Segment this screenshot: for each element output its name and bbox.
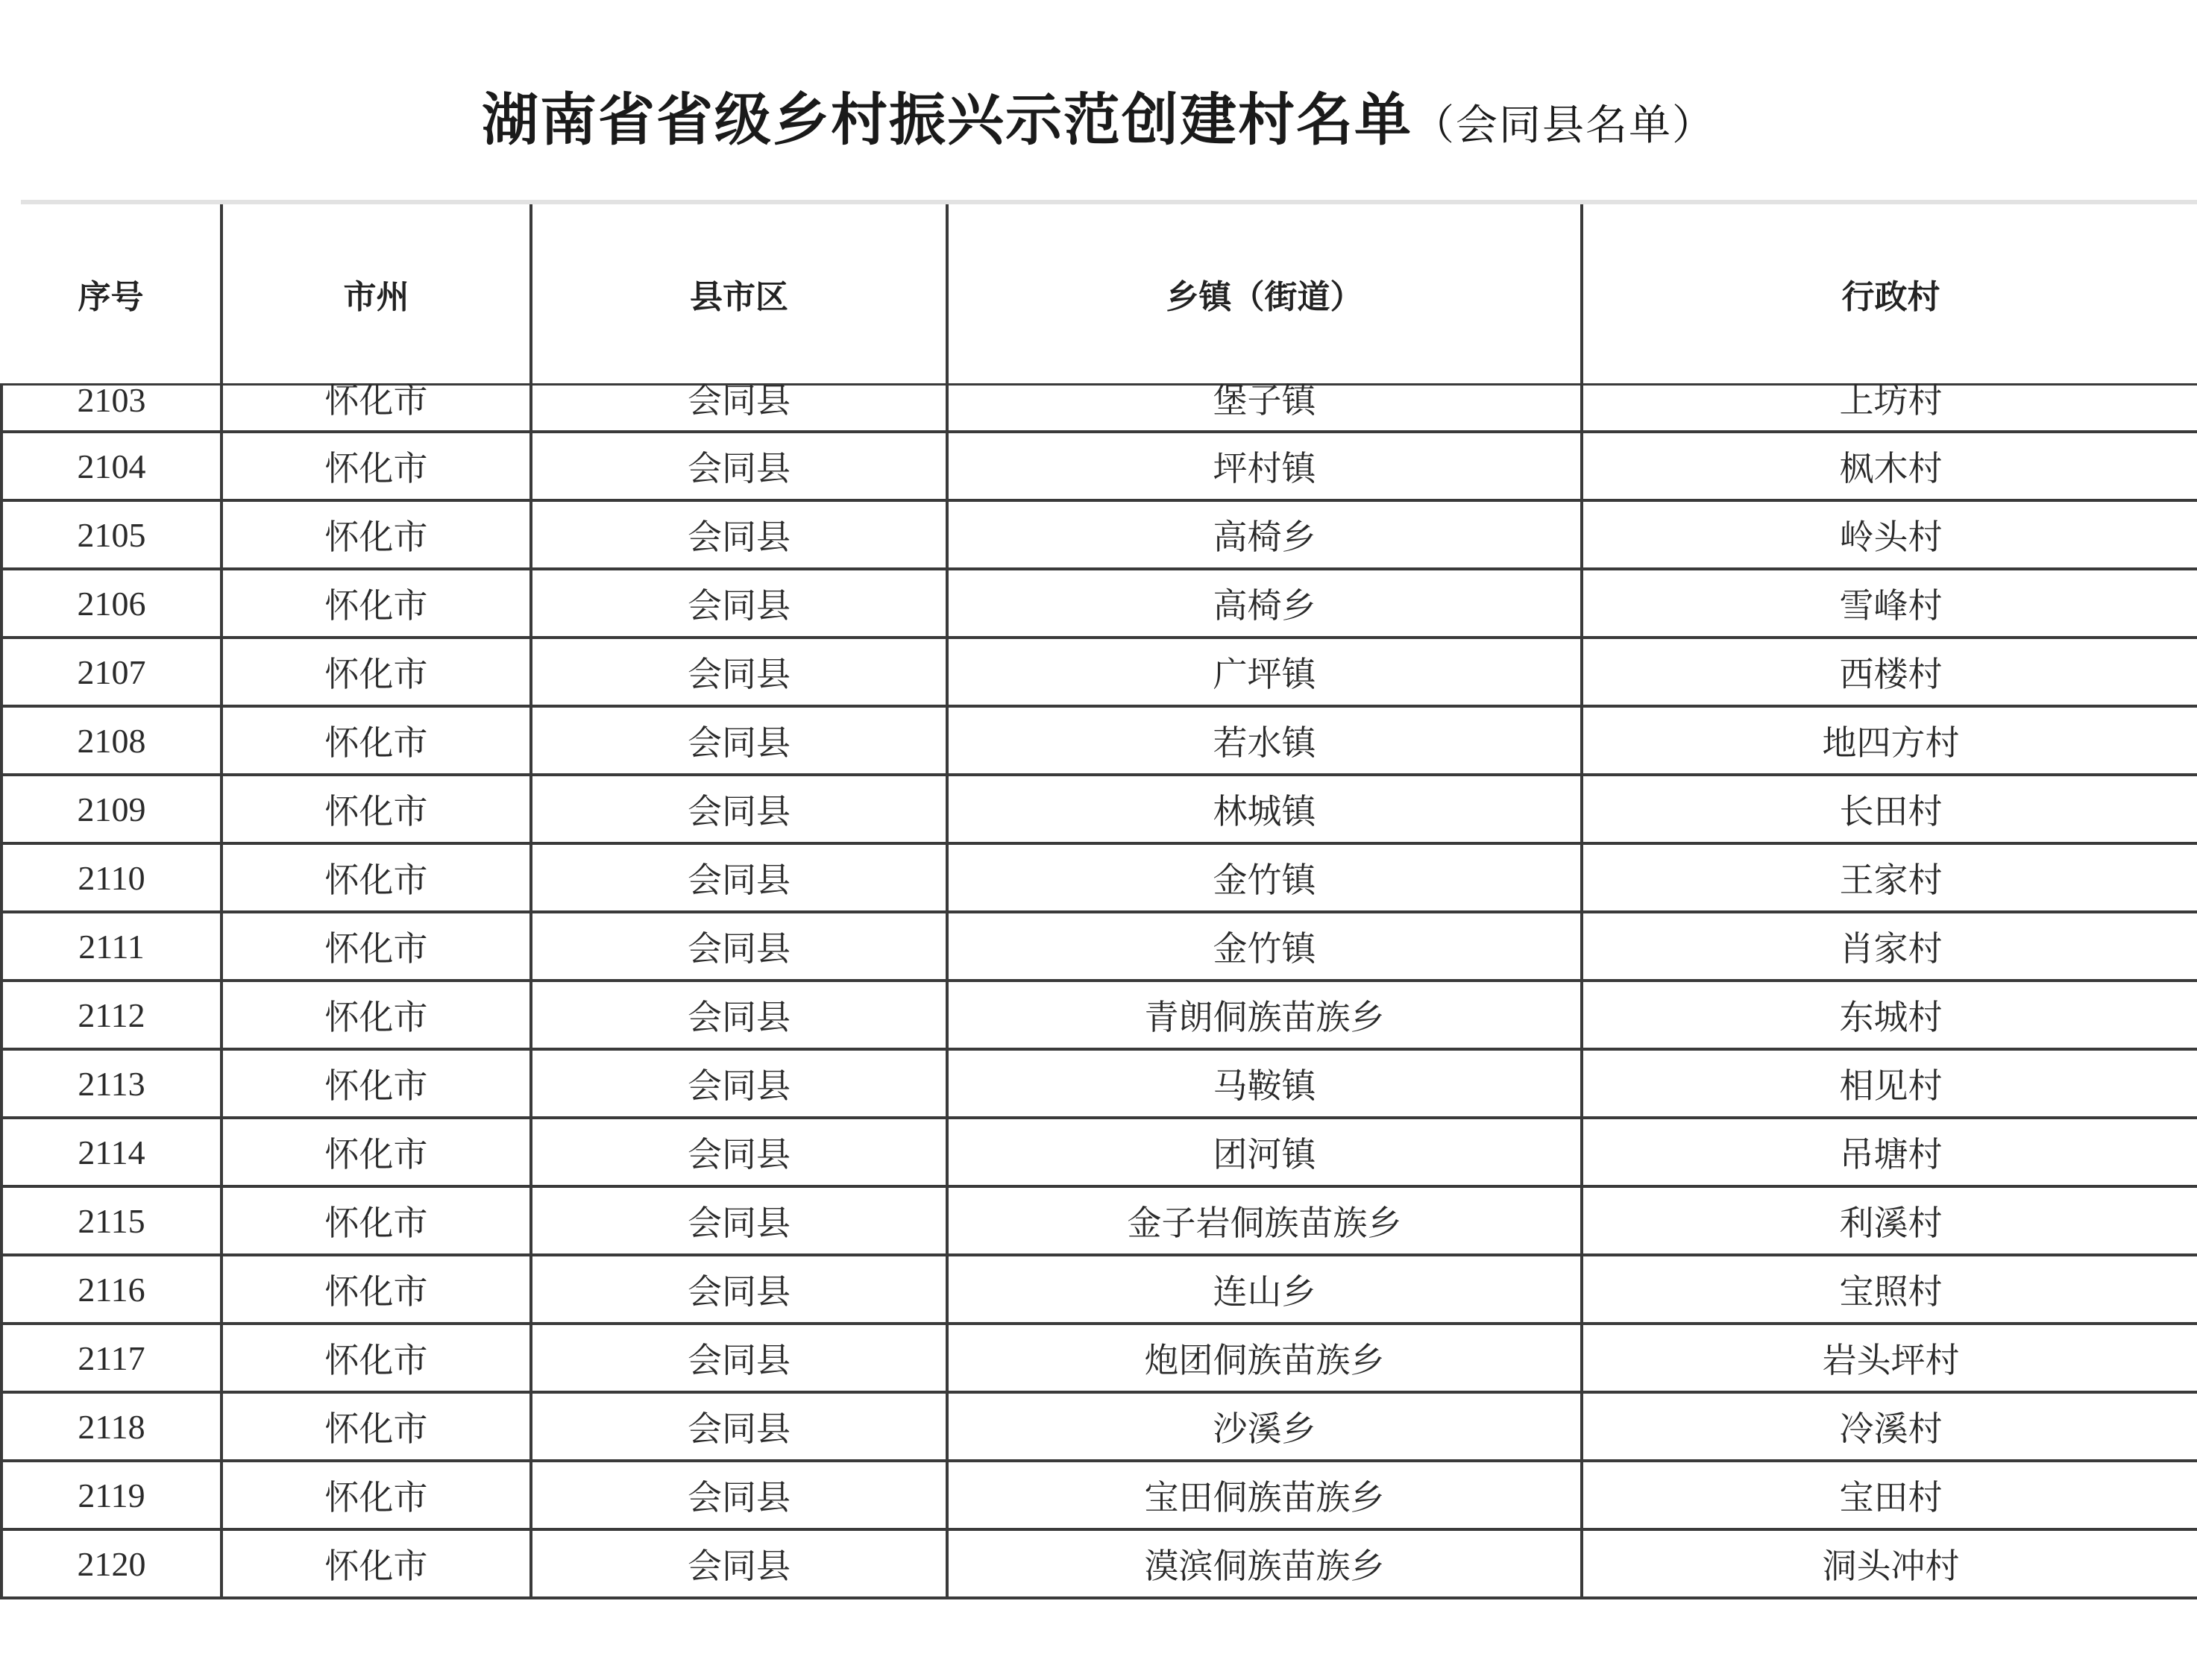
table-row [1,385,2197,432]
cell-township: 金竹镇 [947,843,1582,912]
cell-city: 怀化市 [221,1255,531,1324]
cell-county: 会同县 [531,981,947,1049]
cell-township: 高椅乡 [947,500,1582,569]
cell-index: 2103 [1,385,221,432]
cell-city: 怀化市 [221,1324,531,1392]
cell-index: 2106 [1,569,221,638]
cell-index: 2107 [1,638,221,706]
cell-county: 会同县 [531,1049,947,1118]
cell-village: 王家村 [1582,843,2197,912]
cell-county: 会同县 [531,1392,947,1461]
table-row [1,912,2197,981]
cell-index: 2112 [1,981,221,1049]
cell-township: 林城镇 [947,775,1582,843]
cell-township: 坪村镇 [947,432,1582,500]
cell-index: 2117 [1,1324,221,1392]
cell-index: 2113 [1,1049,221,1118]
cell-city: 怀化市 [221,638,531,706]
col-header-county: 县市区 [531,204,947,385]
cell-county: 会同县 [531,500,947,569]
cell-index: 2116 [1,1255,221,1324]
cell-village: 岭头村 [1582,500,2197,569]
cell-township: 马鞍镇 [947,1049,1582,1118]
table-row [1,1324,2197,1392]
cell-township: 青朗侗族苗族乡 [947,981,1582,1049]
cell-index: 2109 [1,775,221,843]
table-row [1,569,2197,638]
table-row [1,1392,2197,1461]
table-row [1,1529,2197,1598]
cell-city: 怀化市 [221,843,531,912]
cell-index: 2111 [1,912,221,981]
cell-township: 堡子镇 [947,385,1582,432]
cell-township: 漠滨侗族苗族乡 [947,1529,1582,1598]
cell-township: 沙溪乡 [947,1392,1582,1461]
cell-city: 怀化市 [221,1049,531,1118]
col-header-index: 序号 [1,204,221,385]
cell-village: 西楼村 [1582,638,2197,706]
cell-county: 会同县 [531,1461,947,1529]
col-header-city: 市州 [221,204,531,385]
cell-township: 宝田侗族苗族乡 [947,1461,1582,1529]
cell-village: 吊塘村 [1582,1118,2197,1186]
cell-index: 2114 [1,1118,221,1186]
title-sub: （会同县名单） [1412,101,1715,150]
cell-city: 怀化市 [221,1392,531,1461]
cell-county: 会同县 [531,775,947,843]
cell-city: 怀化市 [221,706,531,775]
cell-city: 怀化市 [221,775,531,843]
cell-county: 会同县 [531,638,947,706]
cell-city: 怀化市 [221,1186,531,1255]
cell-county: 会同县 [531,912,947,981]
cell-village: 肖家村 [1582,912,2197,981]
cell-city: 怀化市 [221,569,531,638]
table-row [1,1255,2197,1324]
cell-village: 洞头冲村 [1582,1529,2197,1598]
cell-county: 会同县 [531,432,947,500]
cell-village: 岩头坪村 [1582,1324,2197,1392]
cell-index: 2104 [1,432,221,500]
cell-village: 雪峰村 [1582,569,2197,638]
cell-county: 会同县 [531,385,947,432]
document-title [0,75,2197,156]
cell-township: 高椅乡 [947,569,1582,638]
table-row [1,432,2197,500]
cell-index: 2105 [1,500,221,569]
table-row [1,500,2197,569]
cell-township: 连山乡 [947,1255,1582,1324]
cell-county: 会同县 [531,1324,947,1392]
col-header-township: 乡镇（街道） [947,204,1582,385]
cell-city: 怀化市 [221,981,531,1049]
cell-city: 怀化市 [221,385,531,432]
cell-village: 冷溪村 [1582,1392,2197,1461]
cell-county: 会同县 [531,706,947,775]
cell-village: 利溪村 [1582,1186,2197,1255]
cell-index: 2119 [1,1461,221,1529]
cell-city: 怀化市 [221,500,531,569]
cell-city: 怀化市 [221,1461,531,1529]
cell-county: 会同县 [531,1529,947,1598]
cell-city: 怀化市 [221,1529,531,1598]
table-row [1,1118,2197,1186]
cell-county: 会同县 [531,1255,947,1324]
cell-township: 团河镇 [947,1118,1582,1186]
cell-index: 2115 [1,1186,221,1255]
cell-county: 会同县 [531,1118,947,1186]
table-row [1,1049,2197,1118]
cell-township: 若水镇 [947,706,1582,775]
cell-city: 怀化市 [221,1118,531,1186]
cell-index: 2118 [1,1392,221,1461]
cell-village: 东城村 [1582,981,2197,1049]
cell-village: 地四方村 [1582,706,2197,775]
cell-index: 2108 [1,706,221,775]
cell-county: 会同县 [531,569,947,638]
col-header-village: 行政村 [1582,204,2197,385]
cell-village: 相见村 [1582,1049,2197,1118]
cell-city: 怀化市 [221,432,531,500]
table-row [1,638,2197,706]
title-main: 湖南省省级乡村振兴示范创建村名单 [482,86,1412,153]
cell-township: 广坪镇 [947,638,1582,706]
table-row [1,981,2197,1049]
cell-county: 会同县 [531,843,947,912]
village-list-table [0,204,2197,1599]
cell-township: 炮团侗族苗族乡 [947,1324,1582,1392]
table-row [1,1186,2197,1255]
cell-city: 怀化市 [221,912,531,981]
cell-index: 2110 [1,843,221,912]
table-row [1,843,2197,912]
table-row [1,775,2197,843]
cell-village: 枫木村 [1582,432,2197,500]
table-header-row [1,204,2197,385]
cell-village: 宝照村 [1582,1255,2197,1324]
cell-county: 会同县 [531,1186,947,1255]
cell-village: 长田村 [1582,775,2197,843]
cell-index: 2120 [1,1529,221,1598]
cell-township: 金竹镇 [947,912,1582,981]
table-row [1,1461,2197,1529]
cell-village: 上坊村 [1582,385,2197,432]
table-row [1,706,2197,775]
cell-village: 宝田村 [1582,1461,2197,1529]
cell-township: 金子岩侗族苗族乡 [947,1186,1582,1255]
